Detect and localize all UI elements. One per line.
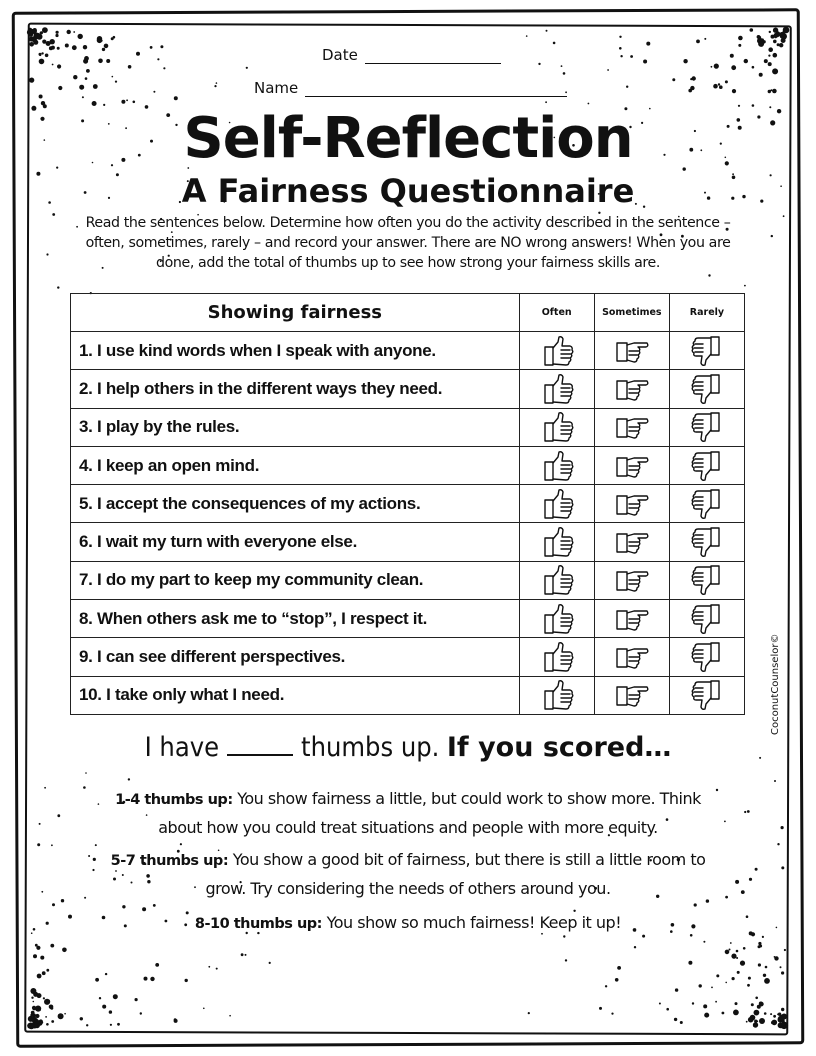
score-heading: If you scored… [446, 732, 672, 763]
often-cell[interactable] [519, 332, 594, 370]
range-label: 8-10 thumbs up: [194, 916, 322, 932]
thumbs-sideways-icon [595, 411, 669, 443]
table-row [71, 485, 745, 523]
sometimes-cell[interactable] [594, 485, 669, 523]
table-row [71, 332, 745, 370]
rarely-cell[interactable] [669, 446, 744, 484]
name-label: Name [254, 79, 299, 97]
thumbs-down-icon [670, 373, 744, 405]
statement-cell: 5. I accept the consequences of my actions. [71, 485, 520, 523]
range-text: You show a good bit of fairness, but there is still a little room to grow. Try considering the needs of others around you. [205, 850, 706, 898]
statement-cell: 10. I take only what I need. [71, 676, 520, 714]
table-row [71, 370, 745, 408]
score-range-2 [100, 846, 716, 902]
sometimes-cell[interactable] [594, 446, 669, 484]
thumbs-sideways-icon [595, 641, 669, 673]
table-row [71, 523, 745, 561]
page-subtitle: A Fairness Questionnaire [181, 172, 635, 210]
often-cell[interactable] [519, 638, 594, 676]
rarely-cell[interactable] [669, 370, 744, 408]
statement-cell: 3. I play by the rules. [71, 408, 520, 446]
date-field [322, 46, 501, 64]
range-text: You show so much fairness! Keep it up! [326, 913, 622, 932]
header-sometimes: Sometimes [594, 294, 669, 332]
rarely-cell[interactable] [669, 332, 744, 370]
score-suffix: thumbs up. [301, 732, 440, 763]
range-label: 1-4 thumbs up: [115, 792, 233, 808]
sometimes-cell[interactable] [594, 370, 669, 408]
name-field [254, 79, 567, 97]
thumbs-down-icon [670, 679, 744, 711]
often-cell[interactable] [519, 408, 594, 446]
thumbs-sideways-icon [595, 450, 669, 482]
rarely-cell[interactable] [669, 485, 744, 523]
thumbs-sideways-icon [595, 564, 669, 596]
statement-cell: 8. When others ask me to “stop”, I respect it. [71, 600, 520, 638]
sometimes-cell[interactable] [594, 332, 669, 370]
copyright-text: CoconutCounselor© [770, 633, 781, 735]
header-often: Often [519, 294, 594, 332]
thumbs-sideways-icon [595, 335, 669, 367]
thumbs-up-icon [520, 641, 594, 673]
statement-cell: 2. I help others in the different ways they need. [71, 370, 520, 408]
table-row [71, 408, 745, 446]
thumbs-down-icon [670, 641, 744, 673]
thumbs-sideways-icon [595, 373, 669, 405]
thumbs-up-icon [520, 450, 594, 482]
thumbs-sideways-icon [595, 488, 669, 520]
rarely-cell[interactable] [669, 408, 744, 446]
thumbs-down-icon [670, 603, 744, 635]
sometimes-cell[interactable] [594, 676, 669, 714]
often-cell[interactable] [519, 561, 594, 599]
header-rarely: Rarely [669, 294, 744, 332]
thumbs-up-icon [520, 679, 594, 711]
table-row [71, 638, 745, 676]
date-label: Date [322, 46, 358, 64]
statement-cell: 4. I keep an open mind. [71, 446, 520, 484]
thumbs-down-icon [670, 335, 744, 367]
thumbs-down-icon [670, 450, 744, 482]
sometimes-cell[interactable] [594, 561, 669, 599]
score-range-1 [100, 785, 716, 841]
thumbs-sideways-icon [595, 679, 669, 711]
score-line [0, 732, 816, 763]
statement-cell: 6. I wait my turn with everyone else. [71, 523, 520, 561]
sometimes-cell[interactable] [594, 523, 669, 561]
rarely-cell[interactable] [669, 561, 744, 599]
often-cell[interactable] [519, 485, 594, 523]
rarely-cell[interactable] [669, 638, 744, 676]
thumbs-up-icon [520, 603, 594, 635]
sometimes-cell[interactable] [594, 638, 669, 676]
table-header-row [71, 294, 745, 332]
rarely-cell[interactable] [669, 676, 744, 714]
table-row [71, 446, 745, 484]
date-blank[interactable] [365, 46, 501, 64]
score-blank[interactable] [227, 732, 293, 756]
thumbs-sideways-icon [595, 526, 669, 558]
thumbs-down-icon [670, 488, 744, 520]
thumbs-up-icon [520, 488, 594, 520]
score-range-3 [100, 909, 716, 938]
often-cell[interactable] [519, 523, 594, 561]
fairness-questionnaire-table [70, 293, 745, 715]
thumbs-up-icon [520, 564, 594, 596]
table-row [71, 676, 745, 714]
often-cell[interactable] [519, 370, 594, 408]
often-cell[interactable] [519, 600, 594, 638]
thumbs-up-icon [520, 411, 594, 443]
thumbs-down-icon [670, 526, 744, 558]
thumbs-up-icon [520, 373, 594, 405]
statement-cell: 7. I do my part to keep my community clean. [71, 561, 520, 599]
score-prefix: I have [144, 732, 220, 763]
thumbs-down-icon [670, 411, 744, 443]
thumbs-up-icon [520, 335, 594, 367]
thumbs-down-icon [670, 564, 744, 596]
header-showing-fairness: Showing fairness [71, 294, 520, 332]
often-cell[interactable] [519, 446, 594, 484]
rarely-cell[interactable] [669, 600, 744, 638]
statement-cell: 1. I use kind words when I speak with anyone. [71, 332, 520, 370]
table-row [71, 561, 745, 599]
table-row [71, 600, 745, 638]
often-cell[interactable] [519, 676, 594, 714]
instructions-text: Read the sentences below. Determine how often you do the activity described in the sentence – often, sometimes, rarely – and record your answer. There are NO wrong answers! When you are done, add the total of thumbs up to see how strong your fairness skills are. [85, 215, 731, 271]
name-blank[interactable] [305, 79, 567, 97]
sometimes-cell[interactable] [594, 600, 669, 638]
thumbs-sideways-icon [595, 603, 669, 635]
range-text: You show fairness a little, but could work to show more. Think about how you could treat situations and people with more equity. [158, 789, 701, 837]
rarely-cell[interactable] [669, 523, 744, 561]
range-label: 5-7 thumbs up: [110, 853, 229, 869]
page-title: Self-Reflection [183, 106, 633, 171]
statement-cell: 9. I can see different perspectives. [71, 638, 520, 676]
thumbs-up-icon [520, 526, 594, 558]
sometimes-cell[interactable] [594, 408, 669, 446]
